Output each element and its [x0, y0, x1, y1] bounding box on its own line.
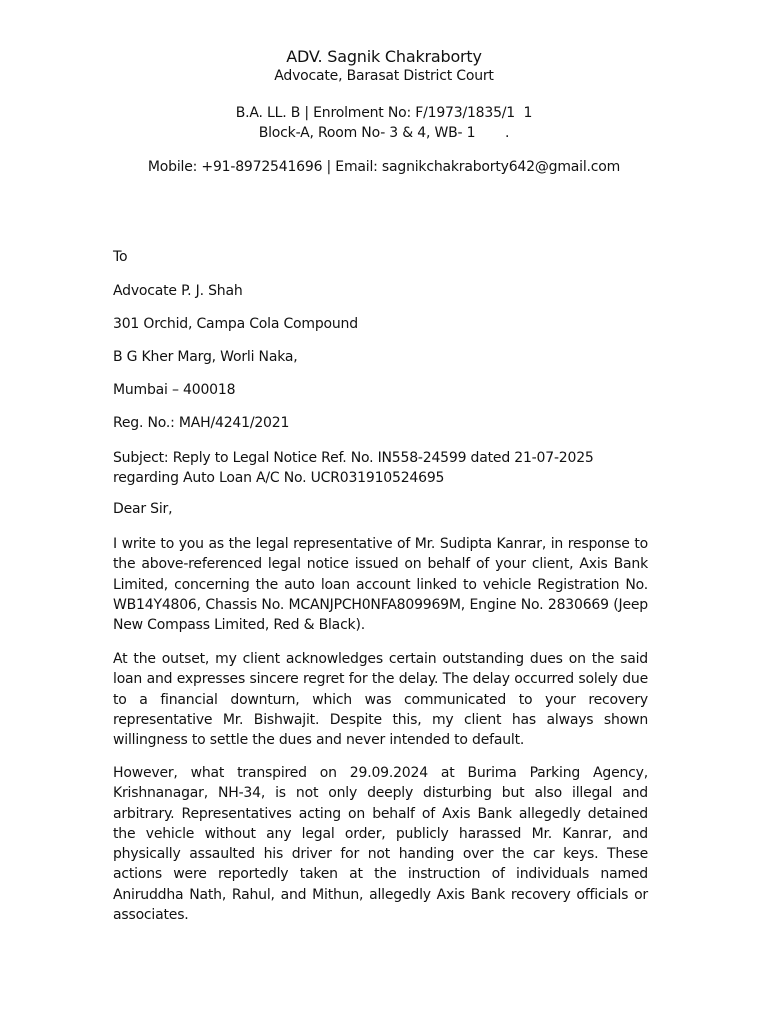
subject-line: Subject: Reply to Legal Notice Ref. No. IN558-24599 dated 21-07-2025 regarding Auto Loan A/C No. UCR03191052469​5 [113, 450, 594, 487]
recipient-name: Advocate P. J. Shah [113, 283, 243, 299]
body-paragraph-1: I write to you as the legal representative of Mr. Sudipta Kanrar, in response to the above-referenced legal notice issued on behalf of your client, Axis Bank Limited, concerning the auto loan account linked to vehicle Registration No. WB14Y4806, Chassis No. MCANJPCH0NFA809969M, Engine No. 2830669 (Jeep New Compass Limited, Red & Black). [113, 536, 648, 634]
body-paragraph-2: At the outset, my client acknowledges certain outstanding dues on the said loan and expresses sincere regret for the delay. The delay occurred solely due to a financial downturn, which was communicated to your recovery representative Mr. Bishwajit. Despite this, my client has always shown willingness to settle the dues and never intended to default. [113, 651, 648, 749]
advocate-role: Advocate, Barasat District Court [274, 68, 494, 84]
recipient-address-line-1: 301 Orchid, Campa Cola Compound [113, 316, 358, 332]
recipient-address-line-2: B G Kher Marg, Worli Naka, [113, 349, 298, 365]
recipient-reg-number: Reg. No.: MAH/4241/2021 [113, 415, 290, 431]
recipient-address-line-3: Mumbai – 400018 [113, 382, 236, 398]
advocate-contact: Mobile: +91-8972541696 | Email: sagnikchakraborty642@gmail.com [147, 159, 621, 175]
advocate-credentials: B.A. LL. B | Enrolment No: F/1973/1835/1 1 [235, 105, 533, 121]
body-paragraph-3: However, what transpired on 29.09.2024 at Burima Parking Agency, Krishnanagar, NH-34, is not only deeply disturbing but also illegal and arbitrary. Representatives acting on behalf of Axis Bank allegedly detained the vehicle without any legal order, publicly harassed Mr. Kanrar, and physically assaulted his driver for not handing over the car keys. These actions were reportedly taken at the instruction of individuals named Aniruddha Nath, Rahul, and Mithun, allegedly Axis Bank recovery officials or associates. [113, 765, 648, 924]
advocate-name: ADV. Sagnik Chakraborty [286, 47, 482, 66]
recipient-to: To [113, 249, 128, 265]
advocate-address: Block-A, Room No- 3 & 4, WB- 1 . [258, 125, 510, 141]
salutation: Dear Sir, [113, 501, 173, 517]
